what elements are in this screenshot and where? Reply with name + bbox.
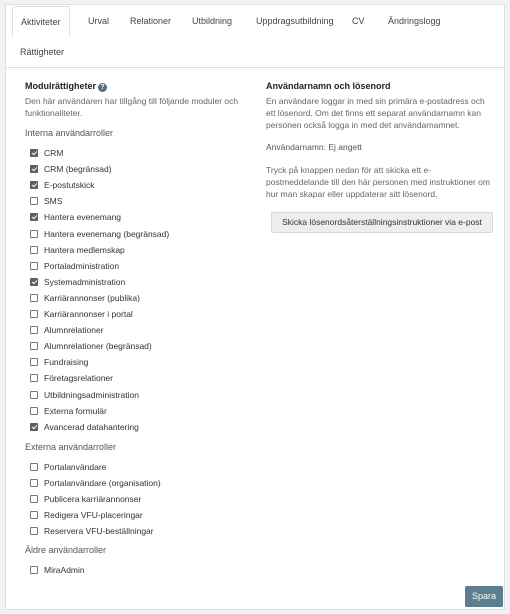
- permission-label: Fundraising: [44, 357, 89, 368]
- permission-label: Företagsrelationer: [44, 373, 113, 384]
- permission-row[interactable]: [30, 461, 106, 473]
- external-roles-label: Externa användarroller: [25, 442, 117, 452]
- permission-label: Karriärannonser (publika): [44, 292, 140, 303]
- permission-row[interactable]: [30, 179, 95, 191]
- permission-row[interactable]: [30, 308, 133, 320]
- checkbox[interactable]: [30, 246, 38, 254]
- checkbox-checked[interactable]: [30, 423, 38, 431]
- tab-rattigheter[interactable]: Rättigheter: [20, 47, 65, 57]
- checkbox[interactable]: [30, 294, 38, 302]
- checkbox[interactable]: [30, 310, 38, 318]
- checkbox-checked[interactable]: [30, 278, 38, 286]
- checkbox[interactable]: [30, 326, 38, 334]
- checkbox-checked[interactable]: [30, 165, 38, 173]
- checkbox[interactable]: [30, 527, 38, 535]
- help-icon[interactable]: ?: [98, 83, 107, 92]
- tab-urval[interactable]: Urval: [88, 16, 110, 26]
- permission-row[interactable]: [30, 389, 139, 401]
- tab-relationer[interactable]: Relationer: [130, 16, 172, 26]
- permission-label: Hantera evenemang: [44, 212, 122, 223]
- permission-row[interactable]: [30, 493, 141, 505]
- account-description: En användare loggar in med sin primära e-postadress och ett lösenord. Om det finns ett separat användarnamn kan personen också logga in med det användarnamnet.: [266, 96, 485, 130]
- send-reset-button[interactable]: Skicka lösenordsåterställningsinstruktioner via e-post: [271, 212, 493, 233]
- tab-bar: [6, 5, 504, 68]
- permission-row[interactable]: [30, 276, 125, 288]
- permission-row[interactable]: [30, 356, 88, 368]
- reset-info: Tryck på knappen nedan för att skicka ett e-postmeddelande till den här personen med instruktioner om hur man skapar eller uppdaterar sitt lösenord.: [266, 165, 490, 199]
- permission-label: Avancerad datahantering: [44, 421, 139, 432]
- permission-row[interactable]: [30, 421, 139, 433]
- permission-label: Karriärannonser i portal: [44, 309, 133, 319]
- permission-row[interactable]: [30, 525, 154, 537]
- checkbox[interactable]: [30, 566, 38, 574]
- permission-row[interactable]: [30, 324, 104, 336]
- permission-label: Alumnrelationer: [44, 325, 104, 336]
- permission-label: MiraAdmin: [44, 565, 85, 575]
- checkbox[interactable]: [30, 342, 38, 350]
- permission-label: E-postutskick: [44, 180, 95, 191]
- checkbox[interactable]: [30, 511, 38, 519]
- permission-row[interactable]: [30, 564, 85, 576]
- permissions-title: [25, 81, 107, 92]
- checkbox[interactable]: [30, 262, 38, 270]
- permission-row[interactable]: [30, 228, 169, 240]
- permission-label: Hantera medlemskap: [44, 244, 125, 255]
- permission-row[interactable]: [30, 292, 140, 304]
- permissions-title-text: Modulrättigheter: [25, 81, 96, 91]
- checkbox-checked[interactable]: [30, 213, 38, 221]
- permission-row[interactable]: [30, 509, 143, 521]
- permission-row[interactable]: [30, 163, 112, 175]
- checkbox-checked[interactable]: [30, 181, 38, 189]
- permission-row[interactable]: [30, 405, 107, 417]
- permission-label: Publicera karriärannonser: [44, 494, 142, 504]
- legacy-roles-label: Äldre användarroller: [25, 545, 107, 555]
- permission-row[interactable]: [30, 260, 119, 272]
- tab-aktiviteter[interactable]: Aktiviteter: [12, 6, 70, 37]
- checkbox-checked[interactable]: [30, 149, 38, 157]
- permission-label: Externa formulär: [44, 405, 107, 416]
- checkbox[interactable]: [30, 374, 38, 382]
- permission-row[interactable]: [30, 244, 125, 256]
- tab-utbildning[interactable]: Utbildning: [192, 16, 233, 26]
- checkbox[interactable]: [30, 479, 38, 487]
- tab-andringslogg[interactable]: Ändringslogg: [388, 16, 441, 26]
- permission-label: Hantera evenemang (begränsad): [44, 228, 170, 239]
- permission-row[interactable]: [30, 372, 113, 384]
- permission-label: Portalanvändare (organisation): [44, 478, 161, 488]
- internal-roles-label: Interna användarroller: [25, 128, 114, 138]
- permission-label: Portalanvändare: [44, 462, 107, 472]
- permission-label: SMS: [44, 196, 63, 207]
- permission-label: Systemadministration: [44, 276, 126, 287]
- permission-row[interactable]: [30, 147, 63, 159]
- checkbox[interactable]: [30, 495, 38, 503]
- user-card: [5, 4, 505, 610]
- checkbox[interactable]: [30, 358, 38, 366]
- permission-label: Utbildningsadministration: [44, 389, 139, 400]
- permission-label: Reservera VFU-beställningar: [44, 526, 154, 536]
- tab-cv[interactable]: CV: [352, 16, 365, 26]
- permissions-description: Den här användaren har tillgång till följande moduler och funktionaliteter.: [25, 96, 239, 118]
- checkbox[interactable]: [30, 197, 38, 205]
- save-button[interactable]: Spara: [465, 586, 503, 607]
- permission-row[interactable]: [30, 211, 121, 223]
- permission-label: CRM (begränsad): [44, 164, 112, 175]
- checkbox[interactable]: [30, 391, 38, 399]
- username-text: Användarnamn: Ej angett: [266, 142, 362, 152]
- permission-row[interactable]: [30, 340, 152, 352]
- permission-row[interactable]: [30, 195, 62, 207]
- permission-row[interactable]: [30, 477, 161, 489]
- account-title: Användarnamn och lösenord: [266, 81, 391, 91]
- permission-label: Portaladministration: [44, 260, 120, 271]
- permission-label: Alumnrelationer (begränsad): [44, 341, 152, 352]
- checkbox[interactable]: [30, 463, 38, 471]
- permission-label: CRM: [44, 148, 64, 158]
- permission-label: Redigera VFU-placeringar: [44, 510, 143, 520]
- tab-uppdragsutbildning[interactable]: Uppdragsutbildning: [256, 16, 334, 26]
- checkbox[interactable]: [30, 230, 38, 238]
- checkbox[interactable]: [30, 407, 38, 415]
